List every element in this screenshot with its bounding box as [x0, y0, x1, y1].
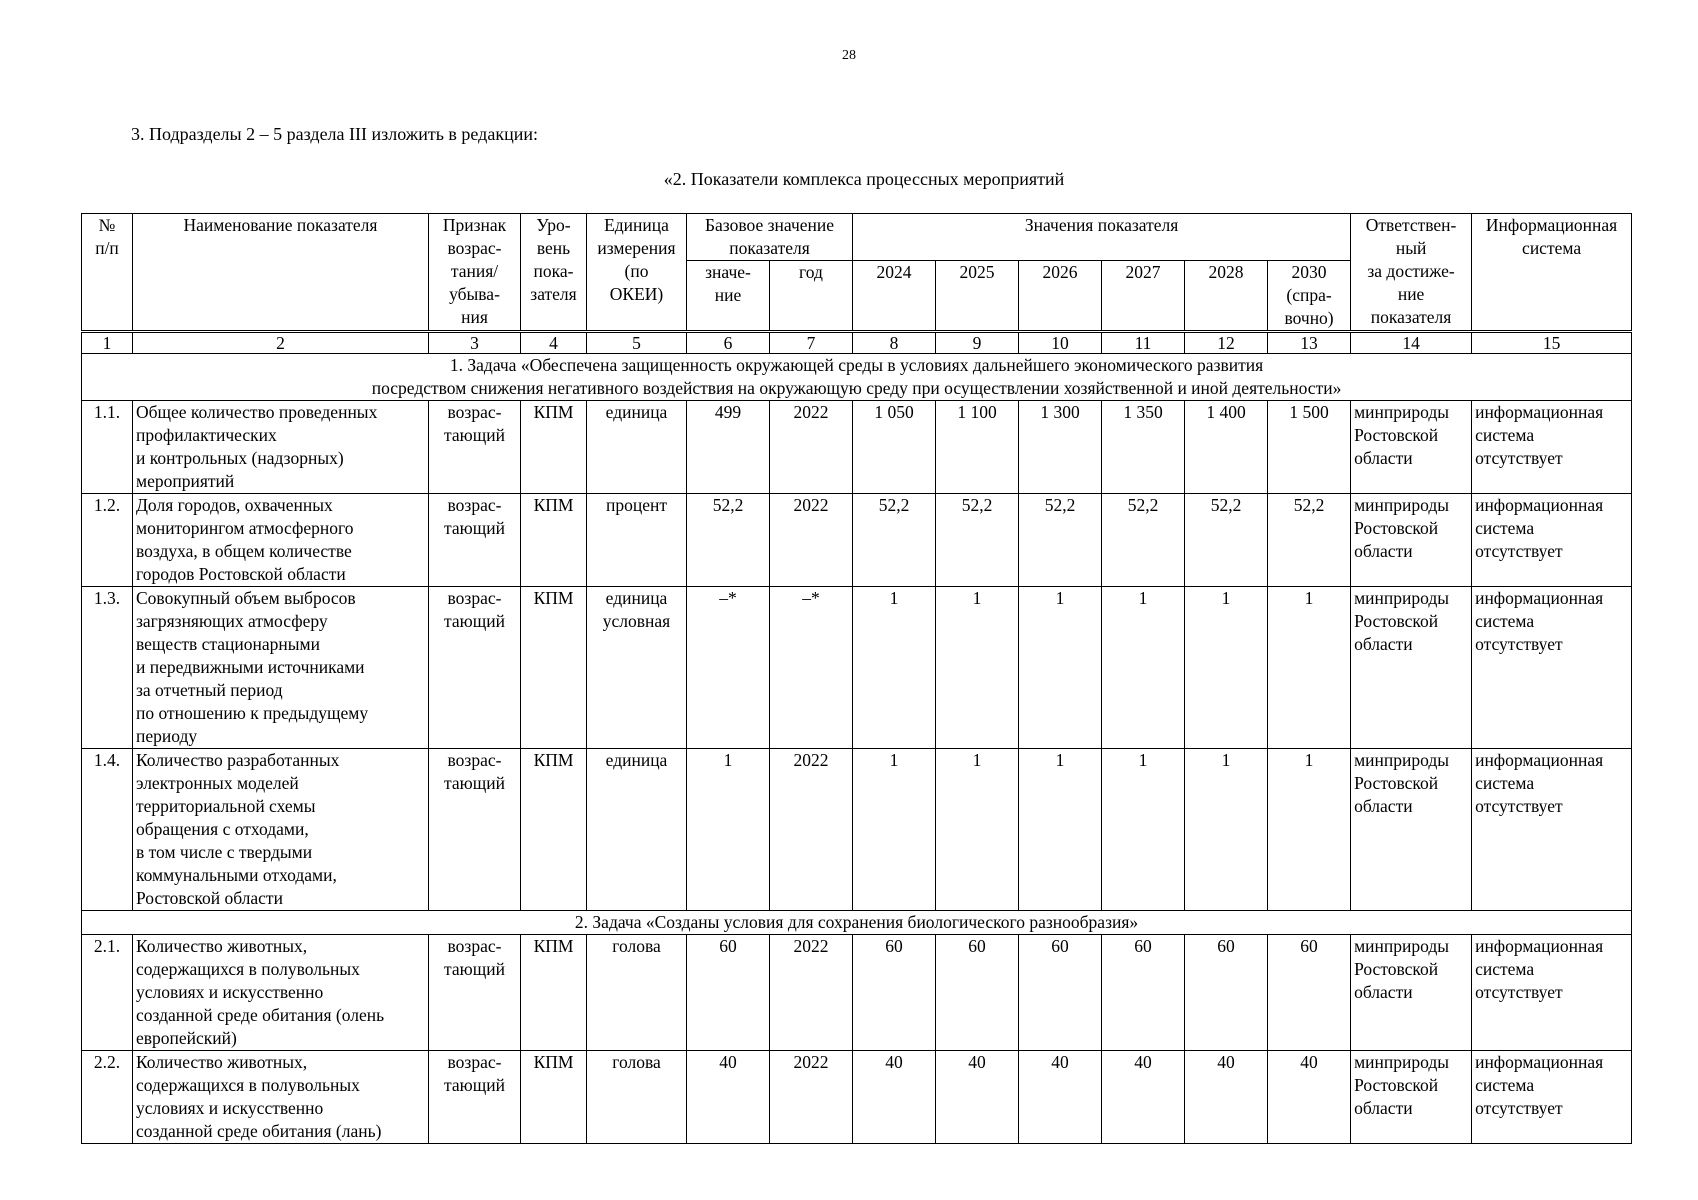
indicator-level: КПМ: [521, 749, 587, 911]
row-number: 1.4.: [82, 749, 133, 911]
indicator-unit: процент: [587, 494, 687, 587]
column-number: 2: [133, 332, 429, 354]
year-value: 52,2: [853, 494, 936, 587]
task-row: [82, 911, 1632, 935]
year-value: 1: [936, 749, 1019, 911]
indicator-level: КПМ: [521, 587, 587, 749]
year-value: 52,2: [1102, 494, 1185, 587]
intro-text: 3. Подразделы 2 – 5 раздела III изложить в редакции:: [131, 124, 538, 144]
header-num: № п/п: [82, 214, 133, 332]
year-value: 1 350: [1102, 401, 1185, 494]
indicator-level: КПМ: [521, 935, 587, 1051]
header-base-value: значе- ние: [687, 261, 770, 332]
base-year: 2022: [770, 401, 853, 494]
year-value: 52,2: [1019, 494, 1102, 587]
table-row: [82, 401, 1632, 494]
indicator-sign: возрас- тающий: [429, 494, 521, 587]
year-value: 1: [936, 587, 1019, 749]
year-value: 40: [1102, 1051, 1185, 1144]
header-unit: Единица измерения (по ОКЕИ): [587, 214, 687, 332]
header-sign: Признак возрас- тания/ убыва- ния: [429, 214, 521, 332]
year-value: 1: [1102, 587, 1185, 749]
column-number: 5: [587, 332, 687, 354]
year-value: 60: [1185, 935, 1268, 1051]
year-value: 60: [936, 935, 1019, 1051]
indicator-name: Доля городов, охваченных мониторингом атмосферного воздуха, в общем количестве городов Ростовской области: [133, 494, 429, 587]
header-row: [82, 214, 1632, 261]
column-number: 11: [1102, 332, 1185, 354]
base-year: 2022: [770, 935, 853, 1051]
year-value: 40: [936, 1051, 1019, 1144]
indicator-unit: голова: [587, 935, 687, 1051]
indicator-level: КПМ: [521, 494, 587, 587]
year-value: 1: [853, 749, 936, 911]
column-number: 3: [429, 332, 521, 354]
base-value: 1: [687, 749, 770, 911]
header-base-year: год: [770, 261, 853, 332]
year-value: 52,2: [1268, 494, 1351, 587]
indicator-unit: единица: [587, 749, 687, 911]
column-number: 4: [521, 332, 587, 354]
header-responsible: Ответствен- ный за достиже- ние показателя: [1351, 214, 1472, 332]
table-row: [82, 494, 1632, 587]
column-number: 1: [82, 332, 133, 354]
indicator-level: КПМ: [521, 401, 587, 494]
year-value: 60: [853, 935, 936, 1051]
base-year: 2022: [770, 749, 853, 911]
year-value: 1: [1268, 749, 1351, 911]
indicator-name: Количество разработанных электронных моделей территориальной схемы обращения с отходами, в том числе с твердыми коммунальными отходами, Ростовской области: [133, 749, 429, 911]
year-value: 52,2: [936, 494, 1019, 587]
table-row: [82, 935, 1632, 1051]
responsible: минприроды Ростовской области: [1351, 1051, 1472, 1144]
header-infosystem: Информационная система: [1472, 214, 1632, 332]
infosystem: информационная система отсутствует: [1472, 749, 1632, 911]
indicator-unit: единица условная: [587, 587, 687, 749]
year-value: 40: [853, 1051, 936, 1144]
column-number: 14: [1351, 332, 1472, 354]
infosystem: информационная система отсутствует: [1472, 401, 1632, 494]
responsible: минприроды Ростовской области: [1351, 749, 1472, 911]
indicator-sign: возрас- тающий: [429, 749, 521, 911]
indicator-name: Количество животных, содержащихся в полувольных условиях и искусственно созданной среде обитания (олень европейский): [133, 935, 429, 1051]
indicators-table: [81, 213, 1632, 1144]
indicator-level: КПМ: [521, 1051, 587, 1144]
header-year: 2026: [1019, 261, 1102, 332]
year-value: 1 050: [853, 401, 936, 494]
year-value: 1: [1019, 749, 1102, 911]
responsible: минприроды Ростовской области: [1351, 935, 1472, 1051]
column-number: 7: [770, 332, 853, 354]
column-number: 10: [1019, 332, 1102, 354]
year-value: 40: [1019, 1051, 1102, 1144]
header-year: 2024: [853, 261, 936, 332]
base-value: 499: [687, 401, 770, 494]
column-number: 6: [687, 332, 770, 354]
header-values: Значения показателя: [853, 214, 1351, 261]
header-year: 2027: [1102, 261, 1185, 332]
row-number: 1.3.: [82, 587, 133, 749]
indicator-unit: единица: [587, 401, 687, 494]
header-level: Уро- вень пока- зателя: [521, 214, 587, 332]
responsible: минприроды Ростовской области: [1351, 587, 1472, 749]
base-year: 2022: [770, 1051, 853, 1144]
table-row: [82, 749, 1632, 911]
year-value: 1: [853, 587, 936, 749]
year-value: 40: [1268, 1051, 1351, 1144]
page-number: 28: [842, 48, 856, 63]
header-name: Наименование показателя: [133, 214, 429, 332]
year-value: 60: [1268, 935, 1351, 1051]
row-number: 1.2.: [82, 494, 133, 587]
header-base: Базовое значение показателя: [687, 214, 853, 261]
header-year: 2028: [1185, 261, 1268, 332]
column-number: 13: [1268, 332, 1351, 354]
year-value: 1: [1185, 749, 1268, 911]
year-value: 40: [1185, 1051, 1268, 1144]
indicator-sign: возрас- тающий: [429, 587, 521, 749]
year-value: 60: [1102, 935, 1185, 1051]
year-value: 52,2: [1185, 494, 1268, 587]
base-value: 40: [687, 1051, 770, 1144]
column-numbers-row: [82, 332, 1632, 354]
header-year: 2025: [936, 261, 1019, 332]
column-number: 12: [1185, 332, 1268, 354]
year-value: 1: [1268, 587, 1351, 749]
infosystem: информационная система отсутствует: [1472, 935, 1632, 1051]
column-number: 15: [1472, 332, 1632, 354]
year-value: 1 500: [1268, 401, 1351, 494]
table-row: [82, 587, 1632, 749]
base-year: 2022: [770, 494, 853, 587]
task-title: 1. Задача «Обеспечена защищенность окружающей среды в условиях дальнейшего экономического развития посредством снижения негативного воздействия на окружающую среду при осуществлении хозяйственной и иной деятельности»: [82, 354, 1632, 401]
base-value: 52,2: [687, 494, 770, 587]
indicator-name: Общее количество проведенных профилактических и контрольных (надзорных) мероприятий: [133, 401, 429, 494]
year-value: 1 400: [1185, 401, 1268, 494]
header-year-2030: 2030 (спра- вочно): [1268, 261, 1351, 332]
indicator-unit: голова: [587, 1051, 687, 1144]
year-value: 1: [1185, 587, 1268, 749]
task-row: [82, 354, 1632, 401]
responsible: минприроды Ростовской области: [1351, 401, 1472, 494]
indicator-name: Количество животных, содержащихся в полувольных условиях и искусственно созданной среде обитания (лань): [133, 1051, 429, 1144]
year-value: 1: [1019, 587, 1102, 749]
infosystem: информационная система отсутствует: [1472, 587, 1632, 749]
indicator-sign: возрас- тающий: [429, 935, 521, 1051]
base-year: –*: [770, 587, 853, 749]
indicator-name: Совокупный объем выбросов загрязняющих атмосферу веществ стационарными и передвижными источниками за отчетный период по отношению к предыдущему периоду: [133, 587, 429, 749]
year-value: 1: [1102, 749, 1185, 911]
year-value: 1 300: [1019, 401, 1102, 494]
column-number: 9: [936, 332, 1019, 354]
row-number: 1.1.: [82, 401, 133, 494]
year-value: 1 100: [936, 401, 1019, 494]
column-number: 8: [853, 332, 936, 354]
table-row: [82, 1051, 1632, 1144]
indicator-sign: возрас- тающий: [429, 401, 521, 494]
row-number: 2.1.: [82, 935, 133, 1051]
task-title: 2. Задача «Созданы условия для сохранения биологического разнообразия»: [82, 911, 1632, 935]
base-value: –*: [687, 587, 770, 749]
section-subtitle: «2. Показатели комплекса процессных мероприятий: [663, 169, 1065, 189]
base-value: 60: [687, 935, 770, 1051]
indicator-sign: возрас- тающий: [429, 1051, 521, 1144]
responsible: минприроды Ростовской области: [1351, 494, 1472, 587]
row-number: 2.2.: [82, 1051, 133, 1144]
year-value: 60: [1019, 935, 1102, 1051]
infosystem: информационная система отсутствует: [1472, 1051, 1632, 1144]
infosystem: информационная система отсутствует: [1472, 494, 1632, 587]
